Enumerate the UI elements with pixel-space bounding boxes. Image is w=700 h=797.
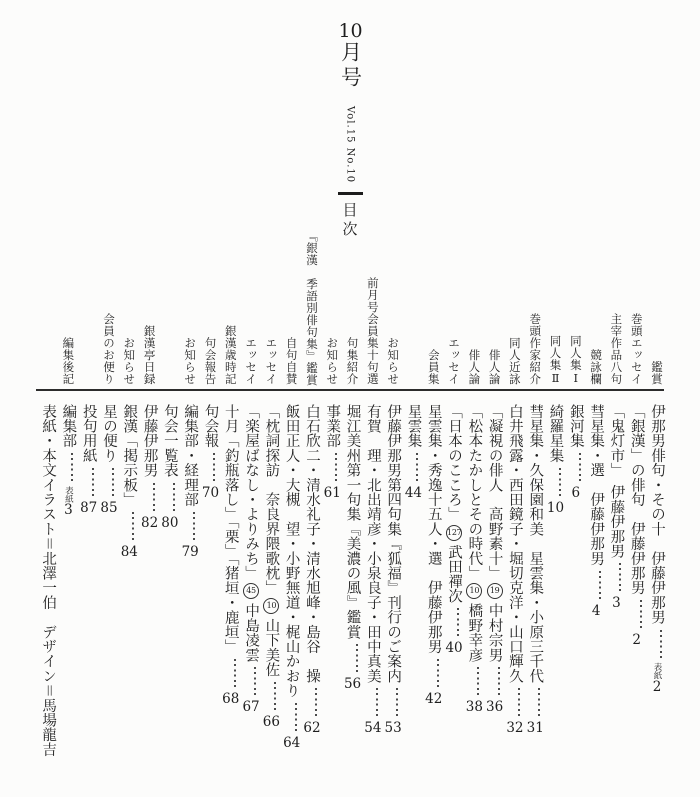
page-number: 85: [100, 499, 118, 516]
toc-entry: [586, 230, 606, 778]
toc-item-title: 「松本たかしとその時代」: [466, 404, 483, 581]
dotted-leader: [579, 453, 581, 483]
toc-category-label: エッセイ: [264, 337, 279, 385]
issue-title: [337, 22, 362, 91]
circled-number: 19: [487, 583, 503, 599]
toc-entry: [78, 230, 98, 778]
dotted-leader: [356, 644, 358, 674]
toc-category-label: お知らせ: [386, 337, 401, 385]
page-number: 38: [465, 699, 483, 716]
toc-entry: [119, 230, 139, 778]
page-number: 61: [323, 485, 341, 502]
dotted-leader: [92, 468, 94, 498]
toc-item: [527, 404, 543, 736]
page-number: 44: [404, 485, 423, 502]
page-number: 79: [181, 543, 199, 560]
toc-category-label: お知らせ: [183, 337, 198, 385]
dotted-leader: [153, 483, 155, 513]
toc-item: [60, 404, 76, 518]
toc-item-title: 星雲集: [405, 404, 422, 449]
dotted-leader: [335, 453, 337, 483]
toc-item: [507, 404, 523, 736]
toc-item-title: 句会一覧表: [161, 404, 178, 478]
toc-entry: [545, 230, 565, 778]
toc-item: [588, 404, 604, 619]
toc-item: [243, 404, 259, 715]
dotted-leader: [71, 453, 73, 483]
page-number: 3: [612, 595, 621, 612]
toc-item-title: 有賀 理・北出靖彦・小泉良子・田中真美: [364, 404, 381, 684]
header-divider: [338, 192, 363, 195]
masthead: [0, 22, 700, 240]
toc-item: [365, 404, 381, 736]
toc-entry: [322, 230, 342, 778]
page-number: 40: [445, 640, 463, 657]
toc-category-label: 俳人論: [487, 349, 502, 385]
toc-category-label: 同人集Ⅱ: [548, 334, 563, 385]
toc-item-title: 白井飛露・西田鏡子・堀切克洋・山口輝久: [506, 404, 523, 684]
toc-item-title: 綺羅星集: [547, 404, 564, 463]
toc-item: [324, 404, 340, 501]
page-number: 67: [242, 699, 260, 716]
circled-number: 45: [243, 583, 259, 599]
toc-item-title: 表紙・本文イラスト＝北澤一伯 デザイン＝馬場龍吉: [40, 404, 57, 757]
dotted-leader: [234, 659, 236, 689]
toc-item-title: 星雲集・秀逸十五人・選 伊藤伊那男: [425, 404, 442, 654]
toc-category-label: エッセイ: [447, 337, 462, 385]
page-number: 80: [161, 514, 179, 531]
page-number: 84: [120, 543, 138, 560]
toc-entry: [363, 230, 383, 778]
toc-item-title: 白石欣二・清水礼子・清水旭峰・島谷 操: [303, 404, 320, 684]
page-prefix: 表紙: [652, 662, 662, 680]
toc-category-label: エッセイ: [244, 337, 259, 385]
toc-category-label: 編集後記: [61, 337, 76, 385]
toc-entry: [342, 230, 362, 778]
toc-item-title: 「鬼灯市」 伊藤伊那男: [608, 404, 625, 559]
toc-category-label: 巻頭エッセイ: [629, 313, 644, 385]
dotted-leader: [376, 688, 378, 718]
toc-item: [284, 404, 300, 751]
circled-number: 127: [446, 525, 462, 541]
toc-entry: [302, 230, 322, 778]
toc-category-label: 主宰作品八句: [609, 313, 624, 385]
toc-item: [81, 404, 97, 516]
toc-category-label: 競詠欄: [589, 349, 604, 385]
page-number: 36: [486, 699, 504, 716]
toc-entry: [647, 230, 667, 778]
toc-item-author: 山下美佐: [263, 618, 280, 677]
toc-item-title: 彗星集・久保園和美 星雲集・小原三千代: [527, 404, 544, 684]
page-prefix: 表紙: [63, 486, 74, 504]
toc-item: [466, 404, 482, 715]
toc-item-title: 星の便り: [100, 404, 117, 463]
circled-number: 10: [466, 583, 482, 599]
dotted-leader: [477, 667, 479, 697]
toc-item: [304, 404, 320, 736]
dotted-leader: [559, 468, 561, 498]
page-number: 10: [546, 499, 565, 516]
page-number: 53: [384, 720, 402, 737]
toc-category-label: お知らせ: [122, 337, 137, 385]
toc-item: [608, 404, 624, 611]
page-number: 3: [64, 502, 73, 519]
dotted-leader: [132, 512, 134, 542]
toc-item: [405, 404, 421, 501]
toc-item-title: 事業部: [324, 404, 341, 449]
page-number: 64: [283, 735, 301, 751]
toc-item-title: 伊那男俳句・その十 伊藤伊那男: [649, 404, 665, 625]
dotted-leader: [396, 688, 398, 718]
toc-item: [426, 404, 442, 707]
page-number: 32: [506, 720, 524, 737]
dotted-leader: [254, 667, 256, 697]
toc-category-label: 同人近詠: [507, 337, 522, 385]
dotted-leader: [274, 682, 276, 712]
toc-entry: [606, 230, 626, 778]
toc-item-author: 中村宗男: [486, 603, 503, 663]
dotted-leader: [498, 667, 500, 697]
toc-entry: [403, 230, 423, 778]
dotted-leader: [315, 688, 317, 718]
toc-item: [223, 404, 239, 707]
credits-line: [38, 230, 58, 778]
page-number: 31: [526, 720, 544, 737]
toc-item-title: 句会報: [202, 404, 219, 449]
toc-entry: [241, 230, 261, 778]
toc-category-label: 巻頭作家紹介: [528, 313, 543, 385]
toc-item-title: 「銀漢」の俳句 伊藤伊那男: [628, 404, 645, 596]
toc-item: [263, 404, 279, 730]
toc-entry: [505, 230, 525, 778]
toc-item: [40, 404, 56, 757]
toc-entry: [626, 230, 646, 778]
toc-item: [629, 404, 645, 648]
toc-item-title: 堀江美州第一句集『美濃の風』鑑賞: [344, 404, 361, 640]
toc-item: [101, 404, 117, 516]
toc-item: [142, 404, 158, 530]
page-number: 2: [652, 678, 662, 695]
dotted-leader: [619, 563, 621, 593]
toc-category-label: 銀漢歳時記: [223, 325, 238, 385]
page-number: 66: [262, 713, 280, 730]
page-number: 87: [80, 499, 98, 516]
toc-item: [162, 404, 178, 530]
issue-number: 10: [338, 20, 363, 42]
toc-entry: [383, 230, 403, 778]
page-number: 62: [303, 720, 321, 737]
toc-item-author: 橋野幸彦: [466, 603, 483, 663]
toc-item-title: 編集部・経理部: [182, 404, 199, 507]
toc-item-title: 編集部: [60, 404, 77, 449]
page-number: 56: [343, 676, 362, 693]
toc-category-label: 句会報告: [203, 337, 218, 385]
page-number: 82: [140, 514, 159, 531]
toc-item-title: 「凝視の俳人 高野素十」: [486, 404, 503, 581]
toc-item: [121, 404, 137, 560]
toc-category-label: 俳人論: [467, 349, 482, 385]
toc-item-title: 銀漢「掲示板」: [121, 404, 138, 507]
toc-item-title: 十月「釣瓶落し」「栗」「猪垣・鹿垣」: [222, 404, 239, 655]
dotted-leader: [112, 468, 114, 498]
toc-item: [649, 404, 665, 694]
toc-entry: [566, 230, 586, 778]
page-number: 54: [364, 720, 382, 737]
page-number: 6: [571, 485, 581, 502]
toc-item: [202, 404, 218, 501]
toc-entry: [139, 230, 159, 778]
toc-item: [446, 404, 462, 656]
toc-category-label: 自句自賛: [284, 337, 299, 385]
toc-item: [548, 404, 564, 516]
dotted-leader: [538, 688, 540, 718]
toc-entry: [180, 230, 200, 778]
toc-category-label: お知らせ: [325, 337, 340, 385]
toc-item-title: 「楽屋ばなし・よりみち」: [243, 404, 260, 581]
toc-category-label: 前月号会員集十句選: [365, 277, 380, 385]
page-number: 70: [201, 485, 220, 502]
toc-columns: [38, 230, 667, 778]
page-number: 2: [632, 632, 641, 649]
toc-entry: [160, 230, 180, 778]
toc-entry: [281, 230, 301, 778]
dotted-leader: [213, 453, 215, 483]
toc-category-label: 会員集: [426, 349, 441, 385]
toc-entry: [261, 230, 281, 778]
toc-category-label: 鑑賞: [650, 361, 664, 385]
circled-number: 10: [263, 598, 279, 614]
toc-category-label: 同人集Ⅰ: [568, 334, 583, 385]
toc-entry: [423, 230, 443, 778]
toc-entry: [99, 230, 119, 778]
toc-item: [182, 404, 198, 560]
toc-item-title: 伊藤伊那男第四句集『狐福』刊行のご案内: [385, 404, 402, 684]
dotted-leader: [457, 608, 459, 638]
page-number: 42: [425, 690, 443, 707]
dotted-leader: [416, 453, 418, 483]
toc-item: [568, 404, 584, 501]
toc-item: [487, 404, 503, 715]
toc-item-title: 銀河集: [567, 404, 584, 449]
dotted-leader: [518, 688, 520, 718]
toc-item-author: 武田禪次: [446, 544, 463, 604]
toc-item-title: 「日本のこころ」: [446, 404, 463, 522]
toc-category-label: 句集紹介: [345, 337, 360, 385]
toc-item: [385, 404, 401, 736]
dotted-leader: [599, 571, 601, 601]
dotted-leader: [193, 512, 195, 542]
issue-suffix: 月号: [338, 41, 363, 91]
toc-item-title: 彗星集・選 伊藤伊那男: [588, 404, 605, 566]
toc-heading: 目次: [340, 202, 359, 241]
toc-entry: [58, 230, 78, 778]
volume-label: Vol.15 No.10: [344, 106, 356, 184]
toc-category-label: 銀漢亭日録: [142, 325, 157, 385]
toc-entry: [484, 230, 504, 778]
dotted-leader: [173, 483, 175, 513]
toc-entry: [464, 230, 484, 778]
toc-item: [345, 404, 361, 692]
page-number: 68: [222, 691, 240, 708]
toc-item-author: 中島凌雲: [243, 603, 260, 663]
toc-entry: [200, 230, 220, 778]
toc-item-title: 伊藤伊那男: [141, 404, 158, 478]
toc-item-title: 投句用紙: [80, 404, 97, 463]
toc-entry: [525, 230, 545, 778]
page-number: 4: [591, 602, 601, 619]
dotted-leader: [660, 630, 662, 660]
dotted-leader: [437, 659, 439, 689]
toc-entry: [220, 230, 240, 778]
toc-category-label: 会員のお便り: [101, 313, 116, 385]
toc-category-label: 『銀漢 季語別俳句集』鑑賞: [304, 230, 319, 386]
dotted-leader: [295, 703, 297, 733]
dotted-leader: [640, 600, 642, 630]
toc-entry: [444, 230, 464, 778]
toc-item-title: 「枕詞探訪 奈良界隈歌枕」: [263, 404, 280, 596]
toc-item-title: 飯田正人・大槻 望・小野無道・梶山かおり: [283, 404, 300, 698]
